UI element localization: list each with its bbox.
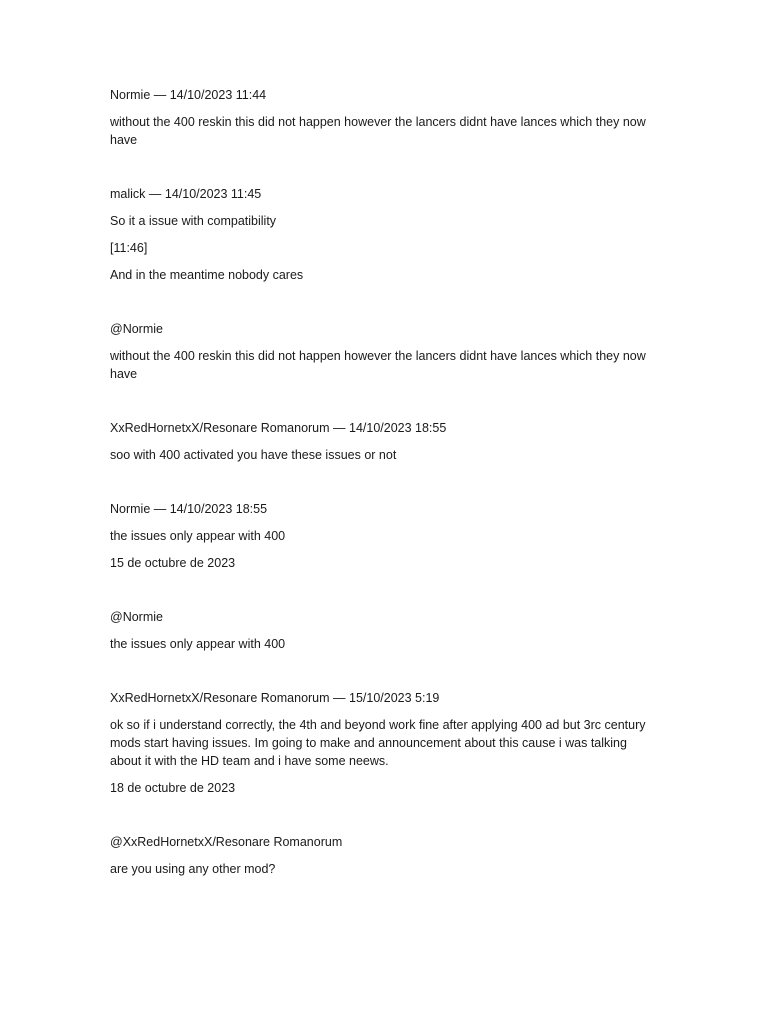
message-text: the issues only appear with 400: [110, 637, 286, 651]
message-text: without the 400 reskin this did not happen however the lancers didnt have lances which they now have: [110, 115, 646, 147]
chat-log-document: [110, 86, 655, 878]
reply-mention: @XxRedHornetxX/Resonare Romanorum: [110, 835, 343, 849]
message-header: XxRedHornetxX/Resonare Romanorum — 15/10/2023 5:19: [110, 691, 440, 705]
date-separator: 18 de octubre de 2023: [110, 781, 236, 795]
date-separator: 15 de octubre de 2023: [110, 556, 236, 570]
message-text: And in the meantime nobody cares: [110, 268, 304, 282]
message-text: are you using any other mod?: [110, 862, 276, 876]
message-header: Normie — 14/10/2023 18:55: [110, 502, 268, 516]
message-text: So it a issue with compatibility: [110, 214, 277, 228]
message-header: Normie — 14/10/2023 11:44: [110, 88, 267, 102]
message-timestamp: [11:46]: [110, 241, 148, 255]
message-text: soo with 400 activated you have these issues or not: [110, 448, 397, 462]
message-text: ok so if i understand correctly, the 4th and beyond work fine after applying 400 ad but 3rc century mods start having issues. Im going to make and announcement about this cause i was talking about it with the HD team and i have some neews.: [110, 718, 646, 768]
message-header: malick — 14/10/2023 11:45: [110, 187, 262, 201]
message-text: the issues only appear with 400: [110, 529, 286, 543]
reply-mention: @Normie: [110, 610, 163, 624]
message-text: without the 400 reskin this did not happen however the lancers didnt have lances which they now have: [110, 349, 646, 381]
reply-mention: @Normie: [110, 322, 163, 336]
message-header: XxRedHornetxX/Resonare Romanorum — 14/10/2023 18:55: [110, 421, 447, 435]
